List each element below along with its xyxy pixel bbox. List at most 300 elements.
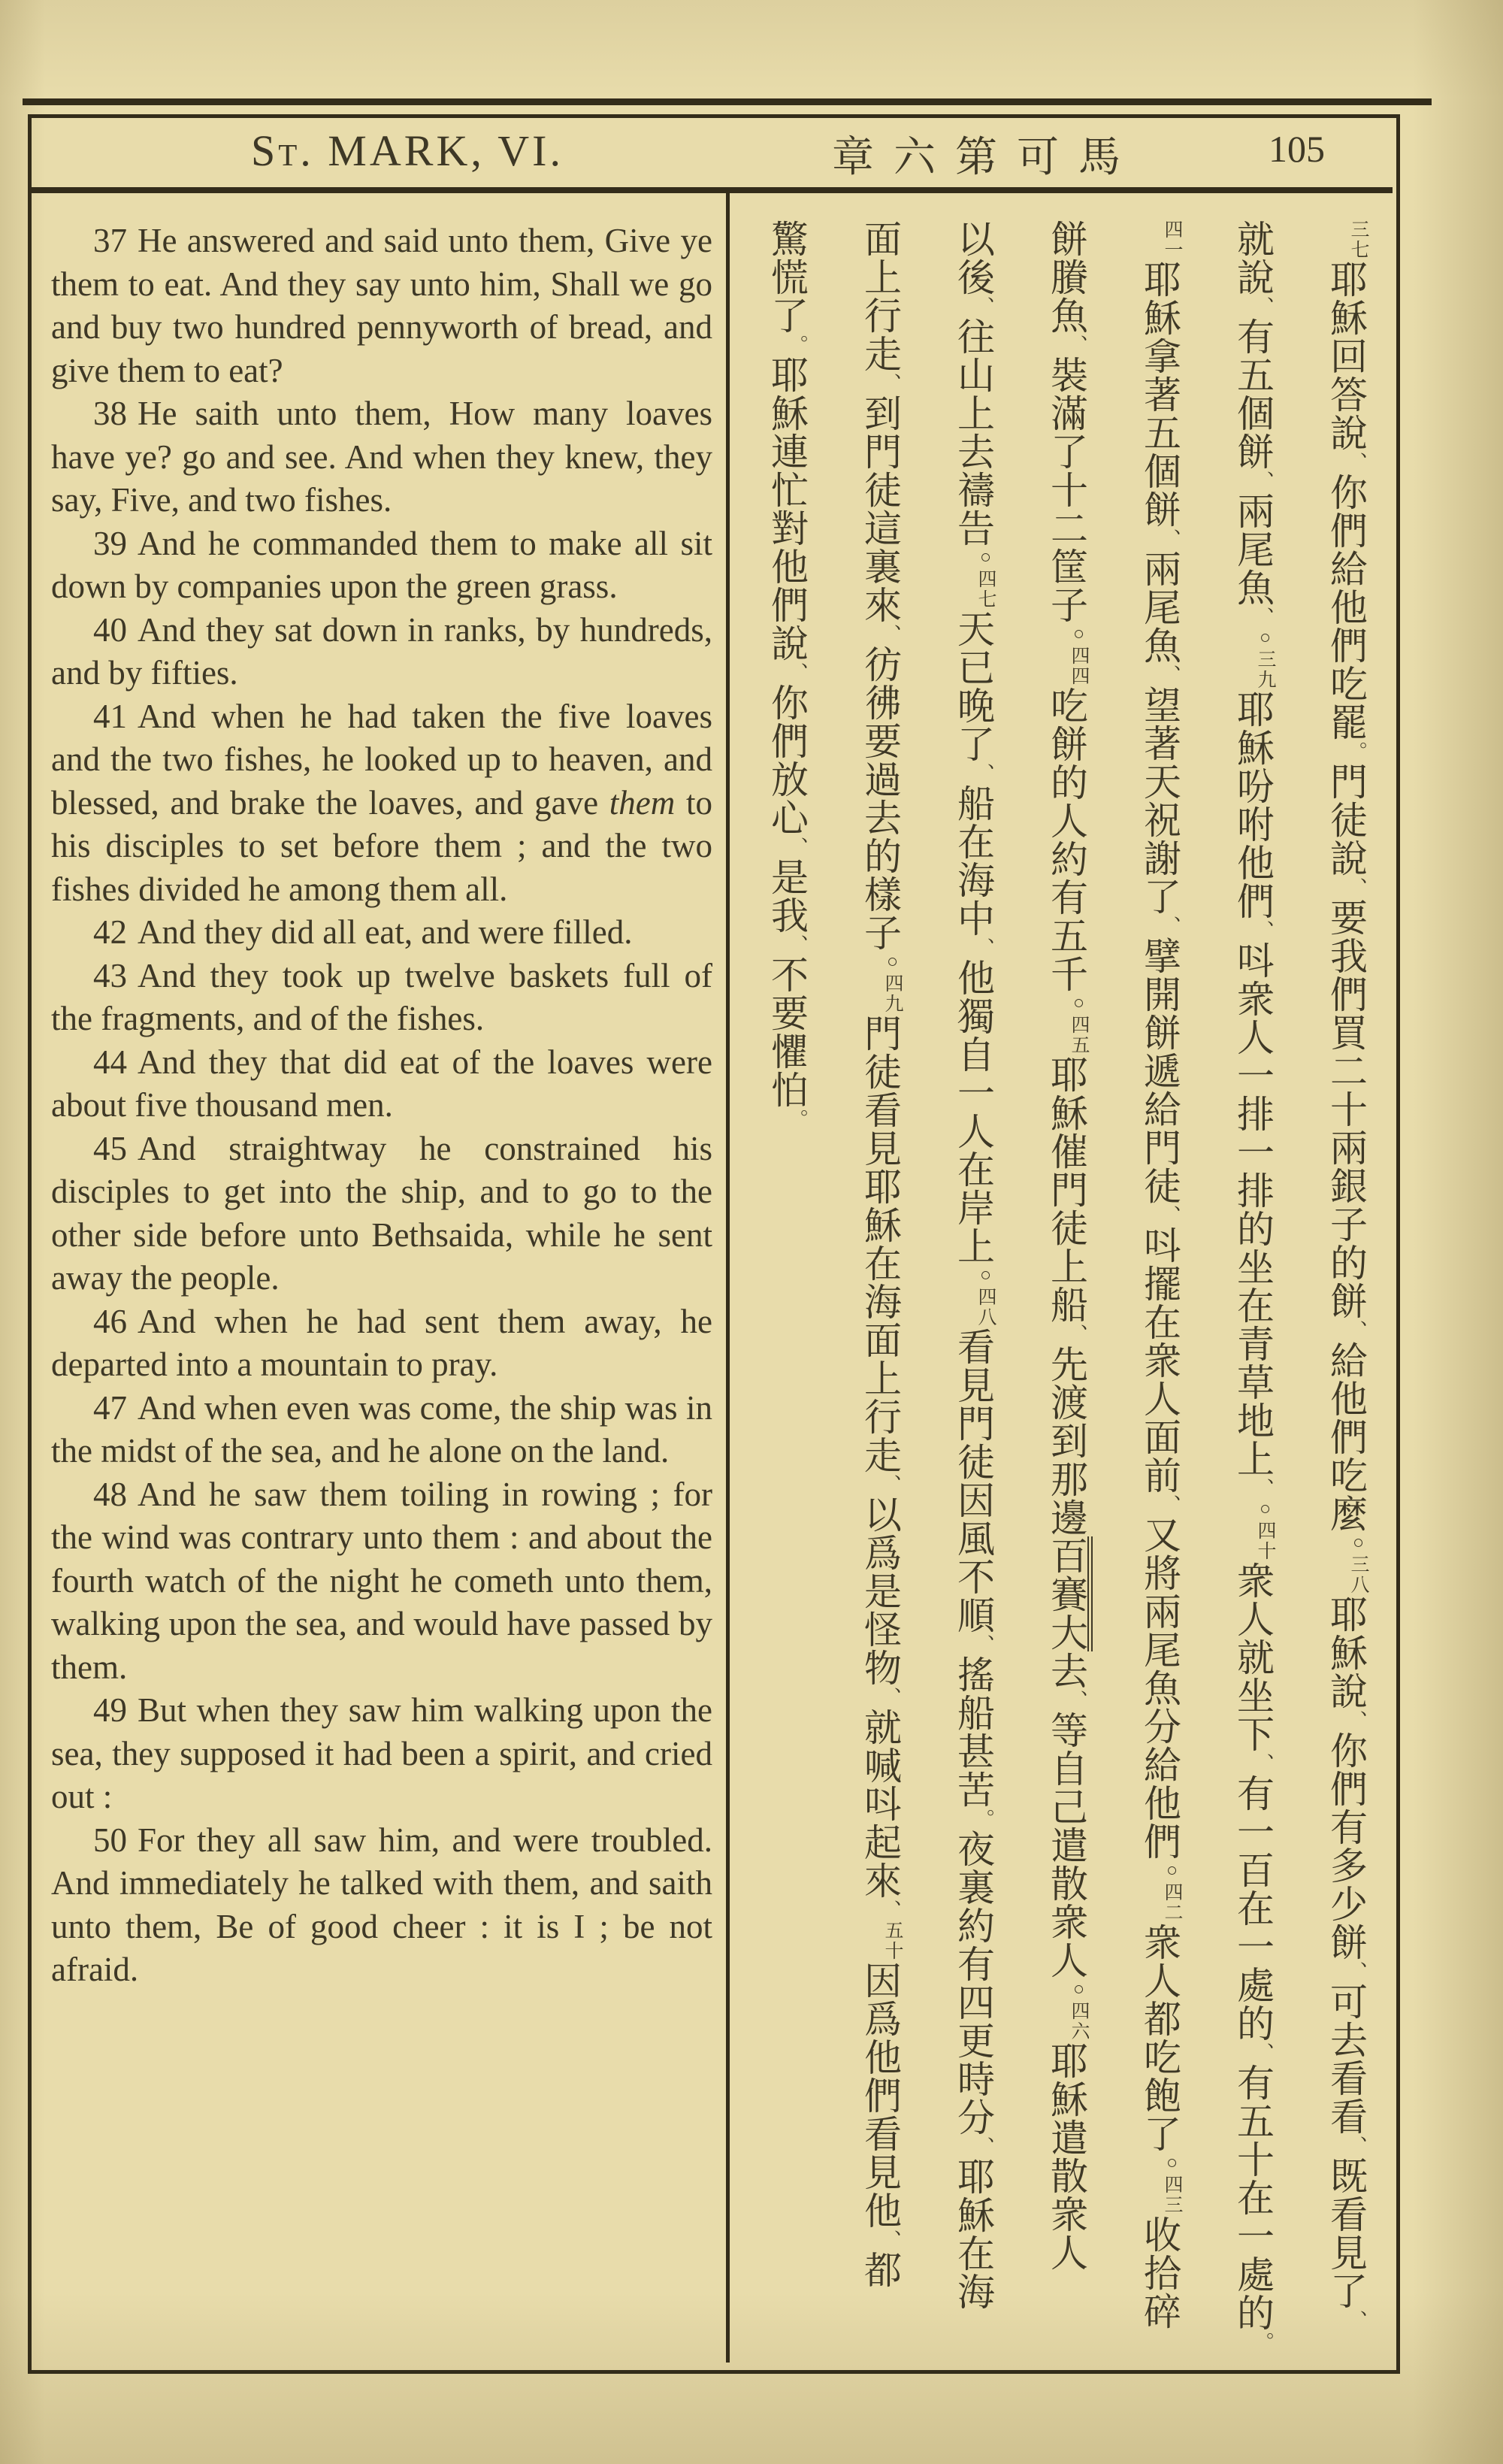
cjk-char: 少: [1325, 1884, 1367, 1923]
verse-text: But when they saw him walking upon the sea, they supposed it had been a spirit, and cried out :: [51, 1691, 712, 1815]
cjk-char: 後: [952, 258, 994, 296]
cjk-char: 餅: [1045, 725, 1087, 763]
cjk-char: 子: [1045, 586, 1087, 624]
cjk-char: 的: [1232, 2004, 1274, 2042]
cjk-char: 徒: [1139, 1167, 1181, 1205]
punctuation: 、: [972, 1634, 994, 1655]
cjk-char: 吩: [1232, 767, 1274, 805]
punctuation: 、: [1158, 1494, 1181, 1515]
cjk-char: 一: [1232, 1133, 1274, 1171]
cjk-char: 上: [859, 1359, 901, 1397]
verse-number: 50: [93, 1821, 127, 1859]
cjk-char: 兩: [1139, 549, 1181, 588]
verse-text: And when he had sent them away, he departed into a mountain to pray.: [51, 1302, 712, 1383]
cjk-char: 處: [1232, 1966, 1274, 2004]
cjk-char: 們: [859, 2076, 901, 2114]
cjk-char: 望: [1139, 686, 1181, 724]
punctuation: 。: [785, 1109, 808, 1130]
cjk-char: 著: [1139, 375, 1181, 413]
punctuation: 、: [879, 1899, 901, 1921]
cjk-char: 的: [1232, 1209, 1274, 1248]
cjk-char: 到: [859, 394, 901, 432]
cjk-char: 裏: [952, 1868, 994, 1906]
punctuation: 。: [972, 1809, 994, 1830]
cjk-char: 這: [859, 509, 901, 547]
cjk-char: 他: [952, 958, 994, 997]
cjk-char: 們: [1325, 511, 1367, 549]
cjk-char: 們: [1232, 882, 1274, 920]
cjk-char: 耶: [1045, 1055, 1087, 1094]
cjk-char: 在: [859, 1244, 901, 1282]
cjk-char: 散: [1045, 1864, 1087, 1902]
cjk-char: 穌: [1045, 1094, 1087, 1132]
cjk-char: 告: [952, 509, 994, 547]
cjk-char: 他: [859, 2038, 901, 2076]
cjk-char: 散: [1045, 2157, 1087, 2195]
cjk-char: 了: [1139, 877, 1181, 916]
cjk-char: 給: [1139, 1090, 1181, 1128]
cjk-char: 看: [1325, 2097, 1367, 2136]
punctuation: 、: [1344, 452, 1367, 473]
cjk-char: 了: [952, 725, 994, 763]
verse-text: And they that did eat of the loaves were about five thousand men.: [51, 1043, 712, 1124]
verse-paragraph-41: [51, 695, 712, 912]
cjk-char: 說: [1325, 839, 1367, 877]
verse-number: 41: [93, 697, 127, 735]
chinese-column-5: [927, 219, 1020, 2377]
cjk-char: 處: [1232, 2255, 1274, 2293]
cjk-char: 獨: [952, 997, 994, 1035]
cjk-char: 們: [1139, 1822, 1181, 1860]
cjk-char: 子: [859, 913, 901, 952]
punctuation: 、: [879, 1474, 901, 1495]
cjk-char: 的: [859, 837, 901, 875]
cjk-char: 往: [952, 317, 994, 356]
cjk-char: 尾: [1139, 588, 1181, 626]
cjk-char: 面: [859, 1321, 901, 1359]
cjk-char: 門: [952, 1404, 994, 1442]
cjk-char: 不: [952, 1557, 994, 1596]
cjk-char: 排: [1232, 1094, 1274, 1133]
cjk-char: 耶: [1139, 260, 1181, 298]
cjk-char: 要: [766, 994, 808, 1032]
cjk-char: 餅: [1325, 1923, 1367, 1961]
cjk-char: 你: [766, 683, 808, 722]
cjk-char: 耶: [1232, 690, 1274, 728]
verse-note: ○四四: [1069, 624, 1089, 686]
cjk-char: 魚: [1232, 568, 1274, 607]
cjk-char: 買: [1325, 1013, 1367, 1052]
cjk-char: 拿: [1139, 337, 1181, 375]
cjk-char: 上: [952, 394, 994, 432]
cjk-char: 搖: [952, 1655, 994, 1694]
cjk-char: 五: [1232, 2102, 1274, 2140]
cjk-char: 魚: [1045, 296, 1087, 334]
verse-paragraph-45: [51, 1128, 712, 1300]
chinese-columns: [740, 219, 1393, 2377]
cjk-char: 門: [1045, 1170, 1087, 1209]
cjk-char: 山: [952, 356, 994, 394]
cjk-char: 呌: [1139, 1226, 1181, 1264]
cjk-char: 海: [859, 1282, 901, 1321]
cjk-char: 遣: [1045, 1826, 1087, 1864]
punctuation: 、: [785, 837, 808, 858]
cjk-char: 四: [952, 1983, 994, 2021]
cjk-char: 兩: [1139, 1592, 1181, 1630]
cjk-char: 他: [859, 2191, 901, 2229]
page-number: 105: [1269, 128, 1325, 170]
cjk-char: 十: [1045, 471, 1087, 509]
verse-note: ○三八: [1348, 1533, 1368, 1595]
cjk-char: 走: [859, 334, 901, 373]
cjk-char: 人: [1045, 1941, 1087, 1979]
punctuation: 。: [1344, 741, 1367, 762]
cjk-char: 見: [1325, 2233, 1367, 2272]
cjk-char: 船: [952, 1694, 994, 1732]
cjk-char: 擘: [1139, 937, 1181, 975]
cjk-char: 個: [1139, 452, 1181, 490]
cjk-char: 都: [1139, 1999, 1181, 2038]
cjk-char: 五: [1045, 916, 1087, 955]
verse-note: ○四六: [1069, 1979, 1089, 2042]
cjk-char: 時: [952, 2060, 994, 2098]
cjk-char: 們: [1325, 1769, 1367, 1808]
cjk-char: 樣: [859, 875, 901, 913]
verse-number: 37: [93, 222, 127, 259]
verse-note: ○四九: [882, 952, 903, 1014]
cjk-char: 遞: [1139, 1052, 1181, 1090]
cjk-char: 們: [766, 586, 808, 624]
cjk-char: 耶: [859, 1167, 901, 1206]
cjk-char: 擺: [1139, 1264, 1181, 1303]
cjk-char: 徒: [859, 1052, 901, 1091]
cjk-char: 到: [1045, 1421, 1087, 1460]
cjk-char: 坐: [1232, 1248, 1274, 1286]
english-verses: [51, 219, 712, 1992]
cjk-char: 有: [1232, 2063, 1274, 2102]
cjk-char: 衆: [1232, 1561, 1274, 1600]
cjk-char: 對: [766, 509, 808, 547]
cjk-char: 答: [1325, 375, 1367, 413]
verse-number: 40: [93, 610, 127, 649]
cjk-char: 是: [766, 858, 808, 896]
verse-note: ○四三: [1162, 2153, 1182, 2215]
verse-paragraph-50: [51, 1819, 712, 1992]
verse-note: 四一: [1162, 219, 1182, 260]
cjk-char: 徒: [952, 1442, 994, 1481]
verse-number: 43: [93, 956, 127, 994]
verse-number: 46: [93, 1302, 127, 1340]
cjk-char: 自: [952, 1035, 994, 1073]
cjk-char: 他: [766, 547, 808, 586]
cjk-char: 約: [1045, 840, 1087, 878]
cjk-char: 十: [1325, 1090, 1367, 1128]
chinese-column-3: [1113, 219, 1206, 2377]
cjk-char: 人: [1045, 801, 1087, 840]
cjk-char: 看: [859, 2114, 901, 2153]
verse-paragraph-43: [51, 955, 712, 1041]
cjk-char: 門: [859, 432, 901, 471]
verse-text: For they all saw him, and were troubled. And immediately he talked with them, and saith unto them, Be of good cheer : it is I ; be not afraid.: [51, 1821, 712, 1988]
cjk-char: 們: [766, 722, 808, 760]
punctuation: 。: [785, 334, 808, 356]
cjk-char: 在: [1232, 1889, 1274, 1927]
verse-text: And when he had taken the five loaves and the two fishes, he looked up to heaven, and blessed, and brake the loaves, and gave: [51, 697, 712, 822]
verse-paragraph-49: [51, 1689, 712, 1819]
punctuation: 、: [1158, 1205, 1181, 1226]
cjk-char: 餅: [1325, 1282, 1367, 1320]
punctuation: 。: [1251, 2332, 1274, 2353]
cjk-char: 麼: [1325, 1494, 1367, 1533]
cjk-char: 餅: [1139, 1013, 1181, 1052]
verse-paragraph-44: [51, 1041, 712, 1128]
cjk-char: 回: [1325, 337, 1367, 375]
cjk-char: 海: [952, 2272, 994, 2311]
cjk-char: 一: [1232, 1927, 1274, 1966]
cjk-char: 衆: [1139, 1923, 1181, 1961]
cjk-char: 衆: [1045, 2195, 1087, 2233]
cjk-char: 過: [859, 760, 901, 798]
cjk-char: 坐: [1232, 1676, 1274, 1715]
header-title-chinese: 章六第可馬: [832, 135, 1140, 181]
cjk-char: 們: [1325, 626, 1367, 664]
cjk-char: 去: [859, 798, 901, 837]
cjk-char: 尾: [1139, 1630, 1181, 1669]
cjk-char: 船: [952, 784, 994, 822]
cjk-char: 尾: [1232, 530, 1274, 568]
cjk-char: 我: [1325, 937, 1367, 975]
cjk-char: 邊: [1045, 1498, 1087, 1536]
cjk-char: 因: [952, 1481, 994, 1519]
page-header: [32, 118, 1389, 187]
cjk-char: 一: [1232, 1812, 1274, 1851]
punctuation: 、: [1251, 471, 1274, 492]
verse-text: He answered and said unto them, Give ye them to eat. And they say unto him, Shall we go and buy two hundred pennyworth of bread, and give them to eat?: [51, 222, 712, 389]
cjk-char: 給: [1325, 1341, 1367, 1379]
cjk-char: 開: [1139, 975, 1181, 1013]
cjk-char: 他: [1325, 588, 1367, 626]
cjk-char: 人: [952, 1112, 994, 1150]
punctuation: 、: [785, 662, 808, 683]
cjk-char: 是: [859, 1572, 901, 1610]
cjk-char: 行: [859, 1397, 901, 1436]
cjk-char: 來: [859, 586, 901, 624]
cjk-char: 都: [859, 2251, 901, 2289]
cjk-char: 既: [1325, 2157, 1367, 2195]
cjk-char: 收: [1139, 2215, 1181, 2254]
cjk-char: 謝: [1139, 839, 1181, 877]
cjk-char: 穌: [859, 1206, 901, 1244]
punctuation: 、: [879, 373, 901, 394]
chinese-column-4: [1020, 219, 1113, 2377]
cjk-char: 等: [1045, 1711, 1087, 1749]
cjk-char: 百: [1232, 1851, 1274, 1889]
cjk-char: 更: [952, 2021, 994, 2060]
cjk-char: 徒: [1325, 801, 1367, 839]
cjk-char: 穌: [1139, 298, 1181, 337]
verse-text: And straightway he constrained his disciples to get into the ship, and to go to the other side before unto Bethsaida, while he sent away the people.: [51, 1129, 712, 1297]
cjk-char: 他: [1139, 1784, 1181, 1822]
cjk-char: 苦: [952, 1770, 994, 1809]
cjk-char: 呌: [859, 1784, 901, 1823]
verse-text: He saith unto them, How many loaves have ye? go and see. And when they knew, they say, Five, and two fishes.: [51, 395, 712, 519]
cjk-char: 耶: [1325, 260, 1367, 298]
verse-number: 45: [93, 1129, 127, 1167]
cjk-char: 起: [859, 1823, 901, 1861]
chinese-column-1: [1299, 219, 1393, 2377]
verse-number: 48: [93, 1475, 127, 1513]
header-rule: [32, 187, 1393, 193]
punctuation: 、: [972, 296, 994, 317]
cjk-char: 在: [1232, 2178, 1274, 2217]
cjk-char: 去: [952, 432, 994, 471]
punctuation: 、: [1251, 1753, 1274, 1774]
cjk-char: 咐: [1232, 805, 1274, 843]
punctuation: 、: [1251, 607, 1274, 628]
cjk-char: 兩: [1325, 1128, 1367, 1167]
cjk-char: 天: [1139, 762, 1181, 801]
cjk-char: 的: [1045, 763, 1087, 801]
cjk-char: 就: [1232, 1638, 1274, 1676]
cjk-char: 人: [1139, 1961, 1181, 1999]
cjk-char: 有: [1045, 878, 1087, 916]
cjk-char: 在: [952, 2234, 994, 2272]
chinese-column-7: [740, 219, 833, 2377]
cjk-char: 二: [1325, 1052, 1367, 1090]
verse-note: ○四八: [975, 1265, 996, 1327]
punctuation: 、: [1065, 1324, 1087, 1345]
cjk-char: 排: [1232, 1171, 1274, 1209]
cjk-char: 餅: [1139, 490, 1181, 528]
punctuation: 、: [1251, 1478, 1274, 1499]
cjk-char: 地: [1232, 1401, 1274, 1439]
cjk-char: 魚: [1139, 1669, 1181, 1707]
chinese-column-6: [833, 219, 927, 2377]
cjk-char: 順: [952, 1596, 994, 1634]
cjk-char: 有: [1232, 317, 1274, 356]
cjk-char: 耶: [1325, 1595, 1367, 1633]
verse-number: 39: [93, 524, 127, 562]
cjk-char: 上: [859, 258, 901, 296]
cjk-char: 他: [1325, 1379, 1367, 1418]
cjk-char: 以: [859, 1495, 901, 1533]
cjk-char: 海: [952, 861, 994, 899]
cjk-char: 千: [1045, 955, 1087, 993]
cjk-char: 草: [1232, 1363, 1274, 1401]
cjk-char: 衆: [1232, 979, 1274, 1018]
cjk-char: 面: [859, 219, 901, 258]
cjk-char: 彿: [859, 683, 901, 722]
header-title-english: St. MARK, VI.: [251, 126, 564, 175]
cjk-char: 禱: [952, 471, 994, 509]
verse-paragraph-47: [51, 1387, 712, 1473]
cjk-char: 吃: [1139, 2038, 1181, 2076]
cjk-char: 己: [1045, 1787, 1087, 1826]
cjk-char: 們: [1325, 1418, 1367, 1456]
verse-number: 42: [93, 913, 127, 951]
cjk-char: 可: [1325, 1982, 1367, 2021]
cjk-char: 穌: [1045, 2080, 1087, 2118]
cjk-char: 吃: [1325, 1456, 1367, 1494]
cjk-char: 上: [1232, 1439, 1274, 1478]
verse-paragraph-39: [51, 522, 712, 609]
verse-paragraph-48: [51, 1473, 712, 1690]
cjk-char: 衆: [1045, 1902, 1087, 1941]
cjk-char: 爲: [859, 1533, 901, 1572]
cjk-char: 在: [1139, 1303, 1181, 1341]
cjk-char: 那: [1045, 1460, 1087, 1498]
punctuation: 、: [1065, 1690, 1087, 1711]
cjk-char: 船: [1045, 1285, 1087, 1324]
cjk-char: 賸: [1045, 258, 1087, 296]
cjk-char: 徒: [1045, 1209, 1087, 1247]
cjk-char: 見: [859, 2153, 901, 2191]
cjk-char: 銀: [1325, 1167, 1367, 1205]
cjk-char: 看: [952, 1327, 994, 1366]
cjk-char: 了: [1325, 2272, 1367, 2310]
cjk-char: 有: [952, 1945, 994, 1983]
cjk-char: 將: [1139, 1554, 1181, 1592]
cjk-char: 你: [1325, 1731, 1367, 1769]
cjk-char: 門: [859, 1014, 901, 1052]
verse-paragraph-42: [51, 911, 712, 955]
cjk-char: 吃: [1325, 664, 1367, 703]
column-divider: [726, 193, 730, 2363]
verse-paragraph-38: [51, 392, 712, 522]
punctuation: 、: [879, 1687, 901, 1708]
cjk-char: 滿: [1045, 394, 1087, 432]
cjk-char: 的: [1232, 2293, 1274, 2332]
verse-note: ○三九: [1255, 628, 1275, 690]
cjk-char: 喊: [859, 1746, 901, 1784]
cjk-char: 一: [1232, 1056, 1274, 1094]
verse-number: 47: [93, 1388, 127, 1427]
punctuation: 、: [1344, 877, 1367, 898]
punctuation: 、: [1158, 664, 1181, 686]
cjk-char: 著: [1139, 724, 1181, 762]
punctuation: 、: [1158, 916, 1181, 937]
cjk-char: 分: [952, 2098, 994, 2136]
cjk-char: 門: [1325, 762, 1367, 801]
cjk-char: 人: [1045, 2233, 1087, 2272]
cjk-char: 自: [1045, 1749, 1087, 1787]
cjk-char: 在: [1232, 1286, 1274, 1324]
cjk-char: 要: [859, 722, 901, 760]
cjk-char: 了: [766, 296, 808, 334]
punctuation: 、: [785, 934, 808, 955]
cjk-char: 給: [1139, 1745, 1181, 1784]
cjk-char: 穌: [952, 2196, 994, 2234]
cjk-char: 了: [1045, 432, 1087, 471]
cjk-char: 兩: [1232, 492, 1274, 530]
verse-note: 五十: [882, 1921, 903, 1961]
verse-text: And when even was come, the ship was in the midst of the sea, and he alone on the land.: [51, 1388, 712, 1470]
cjk-char: 放: [766, 760, 808, 798]
verse-text: And they did all eat, and were filled.: [138, 913, 633, 951]
cjk-char: 了: [1139, 2114, 1181, 2153]
cjk-char: 要: [1325, 898, 1367, 937]
cjk-char: 來: [859, 1861, 901, 1899]
cjk-char: 他: [1232, 843, 1274, 882]
cjk-char: 穌: [1232, 728, 1274, 767]
cjk-char: 二: [1045, 509, 1087, 547]
cjk-char: 青: [1232, 1324, 1274, 1363]
cjk-char: 看: [1325, 2059, 1367, 2097]
cjk-char: 說: [1325, 1672, 1367, 1710]
cjk-char: 耶: [766, 356, 808, 394]
cjk-char: 的: [1325, 1243, 1367, 1282]
cjk-char: 說: [1232, 258, 1274, 296]
